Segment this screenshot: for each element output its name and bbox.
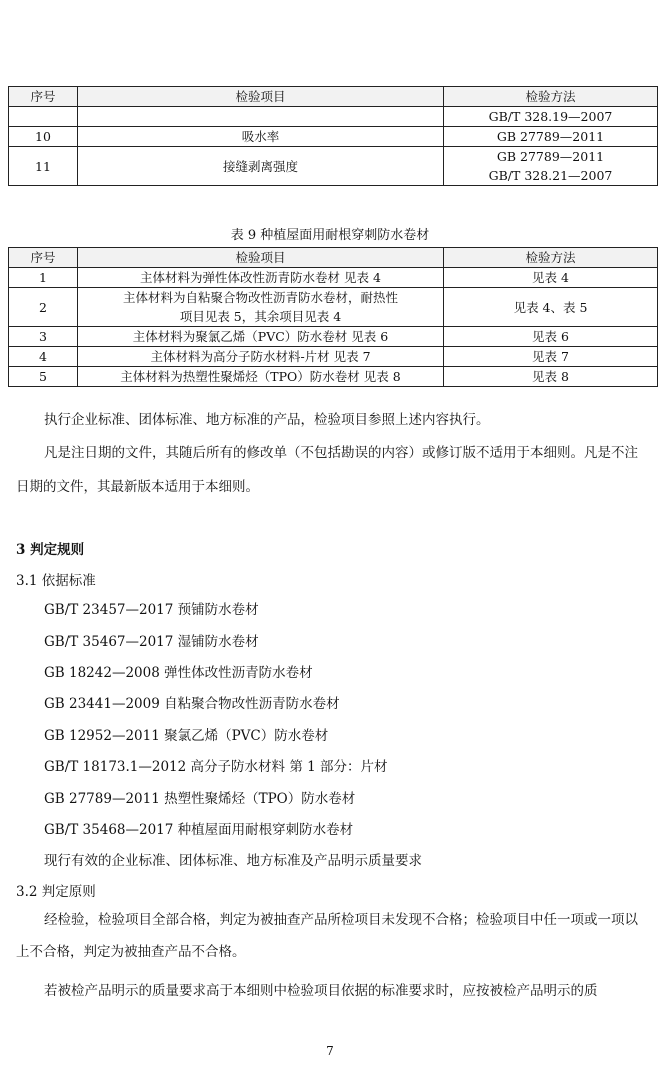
subsection-heading: 3.1 依据标准 — [16, 573, 96, 589]
paragraph: 若被检产品明示的质量要求高于本细则中检验项目依据的标准要求时，应按被检产品明示的质 — [44, 983, 598, 999]
table-cell: 主体材料为热塑性聚烯烃（TPO）防水卷材 见表 8 — [78, 367, 444, 387]
table-cell: 主体材料为弹性体改性沥青防水卷材 见表 4 — [78, 268, 444, 288]
table-cell: 3 — [9, 327, 78, 347]
table-row — [9, 147, 658, 186]
table-cell: 主体材料为高分子防水材料-片材 见表 7 — [78, 347, 444, 367]
table-cell: 2 — [9, 288, 78, 327]
paragraph: 凡是注日期的文件，其随后所有的修改单（不包括勘误的内容）或修订版不适用于本细则。凡是不注日期的文件，其最新版本适用于本细则。 — [16, 445, 638, 495]
header-cell: 检验方法 — [444, 248, 658, 268]
continued-table — [8, 86, 658, 186]
table-cell: 吸水率 — [78, 127, 444, 147]
table-cell: 见表 4 — [444, 268, 658, 288]
paragraph: 执行企业标准、团体标准、地方标准的产品，检验项目参照上述内容执行。 — [44, 412, 490, 428]
standard-item: GB/T 23457—2017 预铺防水卷材 — [44, 602, 259, 618]
standard-item: GB 27789—2011 热塑性聚烯烃（TPO）防水卷材 — [44, 791, 356, 807]
header-cell: 检验项目 — [78, 248, 444, 268]
table-cell: 见表 7 — [444, 347, 658, 367]
header-cell: 序号 — [9, 248, 78, 268]
table-header-row — [9, 87, 658, 107]
table-cell — [444, 147, 658, 186]
item-line: 主体材料为自粘聚合物改性沥青防水卷材，耐热性 — [122, 290, 398, 305]
table-row — [9, 288, 658, 327]
table-row — [9, 367, 658, 387]
method-line: GB/T 328.21—2007 — [488, 168, 613, 183]
standard-item: GB 23441—2009 自粘聚合物改性沥青防水卷材 — [44, 696, 340, 712]
table-cell: 1 — [9, 268, 78, 288]
standard-item: GB/T 18173.1—2012 高分子防水材料 第 1 部分：片材 — [44, 759, 388, 775]
table-row — [9, 327, 658, 347]
table-cell: 见表 8 — [444, 367, 658, 387]
standard-item: GB 12952—2011 聚氯乙烯（PVC）防水卷材 — [44, 728, 329, 744]
table-cell: 见表 4、表 5 — [444, 288, 658, 327]
table-cell: 5 — [9, 367, 78, 387]
method-line: GB 27789—2011 — [496, 149, 605, 164]
table-cell: GB/T 328.19—2007 — [444, 107, 658, 127]
table-row — [9, 127, 658, 147]
table-cell: 4 — [9, 347, 78, 367]
standard-item: GB 18242—2008 弹性体改性沥青防水卷材 — [44, 665, 313, 681]
table-caption: 表 9 种植屋面用耐根穿刺防水卷材 — [230, 228, 430, 243]
table-cell: 接缝剥离强度 — [78, 147, 444, 186]
table-cell — [78, 107, 444, 127]
table-row — [9, 107, 658, 127]
table-cell — [9, 107, 78, 127]
standard-item: GB/T 35468—2017 种植屋面用耐根穿刺防水卷材 — [44, 822, 354, 838]
table-cell: 主体材料为聚氯乙烯（PVC）防水卷材 见表 6 — [78, 327, 444, 347]
page-number: 7 — [326, 1044, 334, 1058]
table-cell: 见表 6 — [444, 327, 658, 347]
item-line: 项目见表 5，其余项目见表 4 — [179, 309, 342, 324]
table-9 — [8, 247, 658, 387]
header-cell: 检验方法 — [444, 87, 658, 107]
paragraph: 经检验，检验项目全部合格，判定为被抽查产品所检项目未发现不合格；检验项目中任一项或一项以上不合格，判定为被抽查产品不合格。 — [16, 912, 638, 960]
standard-item: GB/T 35467—2017 湿铺防水卷材 — [44, 634, 259, 650]
standard-item: 现行有效的企业标准、团体标准、地方标准及产品明示质量要求 — [44, 853, 422, 869]
table-header-row — [9, 248, 658, 268]
header-cell: 序号 — [9, 87, 78, 107]
subsection-heading: 3.2 判定原则 — [16, 884, 96, 900]
header-cell: 检验项目 — [78, 87, 444, 107]
table-cell: GB 27789—2011 — [444, 127, 658, 147]
table-cell — [78, 288, 444, 327]
section-heading: 3 判定规则 — [16, 542, 85, 558]
table-row — [9, 268, 658, 288]
table-row — [9, 347, 658, 367]
table-cell: 10 — [9, 127, 78, 147]
table-cell: 11 — [9, 147, 78, 186]
